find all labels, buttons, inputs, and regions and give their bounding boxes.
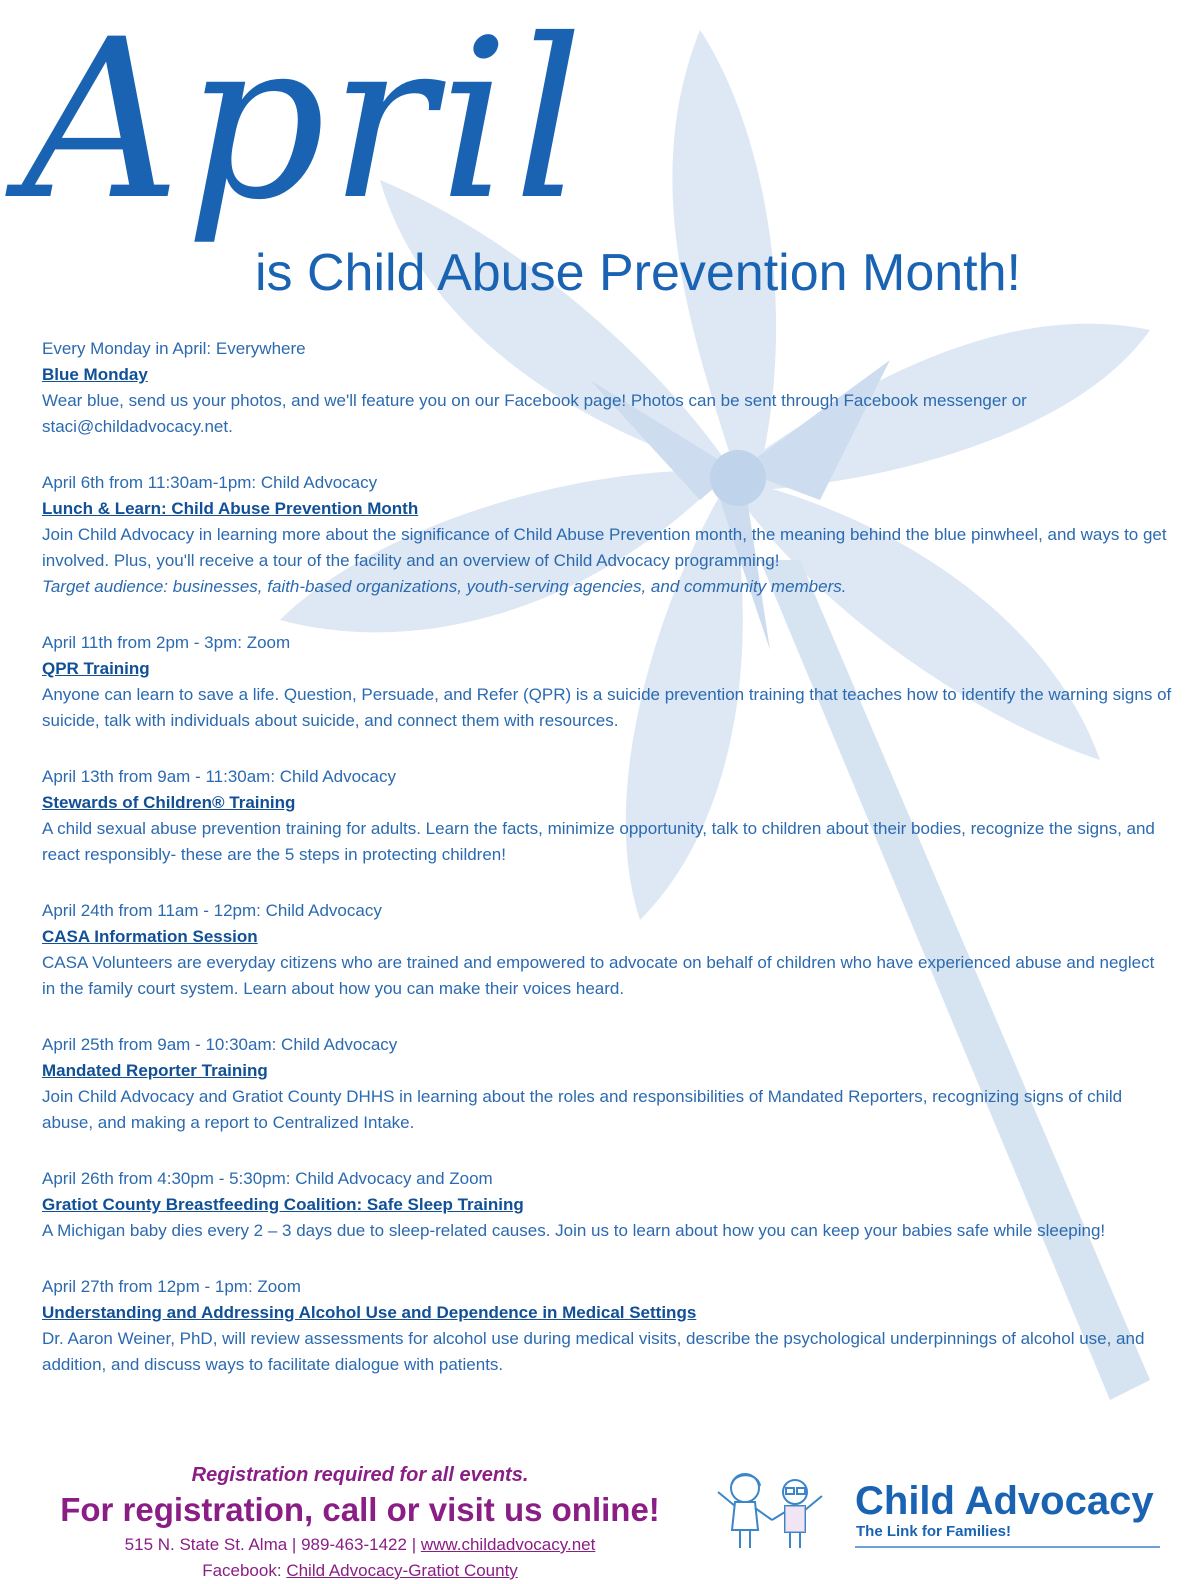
event-description: A Michigan baby dies every 2 – 3 days due to sleep-related causes. Join us to learn about how you can keep your babies safe while sleeping! (42, 1221, 1106, 1240)
event-title-link[interactable]: Blue Monday (42, 365, 148, 384)
event-datetime: April 13th from 9am - 11:30am: Child Advocacy (42, 767, 397, 786)
event-description: CASA Volunteers are everyday citizens who are trained and empowered to advocate on behalf of children who have experienced abuse and neglect in the family court system. Learn about how you can make their voices heard. (42, 953, 1155, 998)
facebook-page-link[interactable]: Child Advocacy-Gratiot County (286, 1561, 518, 1580)
logo-name: Child Advocacy (855, 1479, 1154, 1523)
events-list (42, 336, 1172, 1408)
logo-tagline: The Link for Families! (856, 1523, 1012, 1540)
event-datetime: April 24th from 11am - 12pm: Child Advocacy (42, 901, 382, 920)
separator: | (411, 1535, 417, 1554)
event-title-link[interactable]: Lunch & Learn: Child Abuse Prevention Month (42, 499, 419, 518)
event-title-link[interactable]: CASA Information Session (42, 927, 258, 946)
facebook-label: Facebook: (202, 1561, 282, 1580)
event-description: Dr. Aaron Weiner, PhD, will review assessments for alcohol use during medical visits, describe the psychological underpinnings of alcohol use, and addition, and discuss ways to facilitate dialogue with patients. (42, 1329, 1145, 1374)
event-title-link[interactable]: Stewards of Children® Training (42, 793, 296, 812)
event-description: Join Child Advocacy and Gratiot County DHHS in learning about the roles and responsibilities of Mandated Reporters, recognizing signs of child abuse, and making a report to Centralized Intake. (42, 1087, 1123, 1132)
registration-required-note: Registration required for all events. (191, 1464, 529, 1486)
event-title-link[interactable]: Mandated Reporter Training (42, 1061, 268, 1080)
registration-block (0, 1462, 700, 1584)
event-description: A child sexual abuse prevention training for adults. Learn the facts, minimize opportunity, talk to children about their bodies, recognize the signs, and react responsibly- these are the 5 steps in protecting children! (42, 819, 1155, 864)
contact-line (20, 1532, 700, 1558)
event-datetime: April 26th from 4:30pm - 5:30pm: Child Advocacy and Zoom (42, 1169, 493, 1188)
event-item (42, 630, 1172, 734)
event-item (42, 1274, 1172, 1378)
event-title-link[interactable]: Understanding and Addressing Alcohol Use and Dependence in Medical Settings (42, 1303, 697, 1322)
event-item (42, 1032, 1172, 1136)
facebook-line (20, 1558, 700, 1584)
event-description: Anyone can learn to save a life. Question, Persuade, and Refer (QPR) is a suicide prevention training that teaches how to identify the warning signs of suicide, talk with individuals about suicide, and connect them with resources. (42, 685, 1172, 730)
event-item (42, 336, 1172, 440)
event-item (42, 764, 1172, 868)
separator: | (291, 1535, 297, 1554)
event-datetime: April 11th from 2pm - 3pm: Zoom (42, 633, 291, 652)
logo-underline (855, 1546, 1160, 1548)
event-description: Wear blue, send us your photos, and we'll feature you on our Facebook page! Photos can be sent through Facebook messenger or staci@childadvocacy.net. (42, 391, 1027, 436)
children-illustration-icon (710, 1470, 845, 1550)
event-item (42, 1166, 1172, 1244)
phone-text: 989-463-1422 (301, 1535, 407, 1554)
event-title-link[interactable]: QPR Training (42, 659, 150, 678)
website-link[interactable]: www.childadvocacy.net (420, 1535, 596, 1554)
event-title-link[interactable]: Gratiot County Breastfeeding Coalition: Safe Sleep Training (42, 1195, 524, 1214)
event-datetime: April 6th from 11:30am-1pm: Child Advocacy (42, 473, 378, 492)
event-datetime: April 25th from 9am - 10:30am: Child Advocacy (42, 1035, 398, 1054)
event-item (42, 898, 1172, 1002)
registration-cta: For registration, call or visit us online! (60, 1491, 660, 1528)
event-description: Join Child Advocacy in learning more about the significance of Child Abuse Prevention month, the meaning behind the blue pinwheel, and ways to get involved. Plus, you'll receive a tour of the facility and an overview of Child Advocacy programming! (42, 525, 1167, 570)
event-datetime: Every Monday in April: Everywhere (42, 339, 306, 358)
event-item (42, 470, 1172, 600)
event-target-audience: Target audience: businesses, faith-based organizations, youth-serving agencies, and community members. (42, 577, 847, 596)
header-subtitle: is Child Abuse Prevention Month! (255, 244, 1021, 302)
event-datetime: April 27th from 12pm - 1pm: Zoom (42, 1277, 301, 1296)
header-april-script: April (22, 0, 588, 248)
address-text: 515 N. State St. Alma (124, 1535, 288, 1554)
